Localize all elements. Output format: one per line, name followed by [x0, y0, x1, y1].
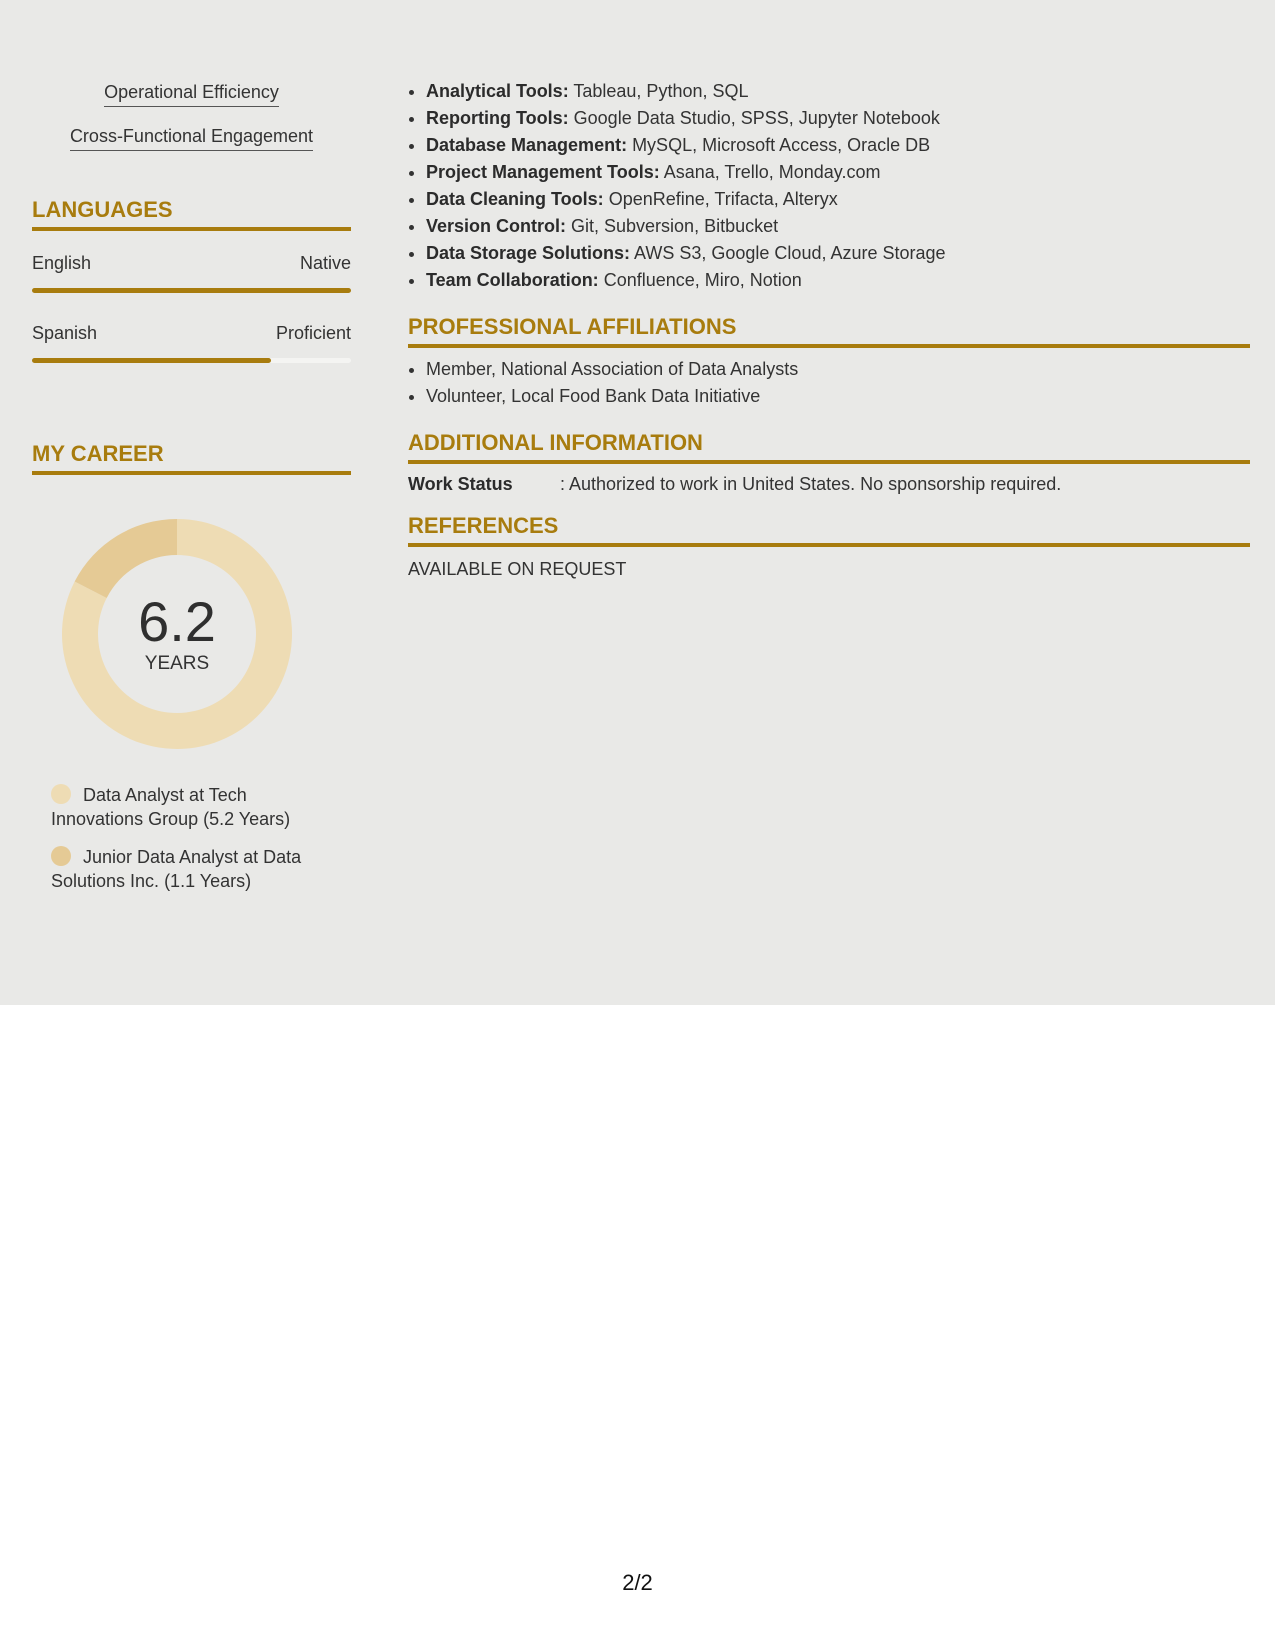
affiliations-list [408, 356, 1250, 410]
references-text: AVAILABLE ON REQUEST [408, 559, 627, 579]
career-legend [51, 783, 336, 893]
career-heading: MY CAREER [32, 441, 351, 475]
affiliations-heading: PROFESSIONAL AFFILIATIONS [408, 314, 1250, 348]
language-level-bar [32, 288, 351, 293]
tools-list [408, 78, 1250, 294]
career-legend-item: Data Analyst at Tech Innovations Group (5.2 Years) [51, 785, 291, 829]
career-total-years: 6.2 [138, 590, 216, 653]
left-column [32, 82, 351, 907]
languages-heading: LANGUAGES [32, 197, 351, 231]
additional-info-heading: ADDITIONAL INFORMATION [408, 430, 1250, 464]
language-english [32, 253, 351, 293]
language-name: Spanish [32, 323, 98, 343]
language-level: Proficient [275, 323, 351, 343]
list-item: • Data Cleaning Tools: OpenRefine, Trifacta, Alteryx [426, 186, 1250, 213]
language-name: English [32, 253, 92, 273]
list-item: • Analytical Tools: Tableau, Python, SQL [426, 78, 1250, 105]
work-status-row [408, 474, 1250, 495]
right-column [408, 78, 1250, 580]
list-item: • Member, National Association of Data Analysts [426, 356, 1250, 383]
list-item: • Project Management Tools: Asana, Trello, Monday.com [426, 159, 1250, 186]
list-item: • Version Control: Git, Subversion, Bitbucket [426, 213, 1250, 240]
page-number: 2/2 [622, 1570, 653, 1595]
language-spanish [32, 323, 351, 363]
list-item: • Reporting Tools: Google Data Studio, SPSS, Jupyter Notebook [426, 105, 1250, 132]
skill-tag: Operational Efficiency [32, 82, 351, 107]
list-item: • Database Management: MySQL, Microsoft Access, Oracle DB [426, 132, 1250, 159]
career-total-unit: YEARS [144, 653, 210, 674]
language-level-fill [32, 358, 271, 363]
language-level-bar [32, 358, 351, 363]
language-level-fill [32, 288, 351, 293]
legend-dot-icon [51, 784, 71, 804]
work-status-value: : Authorized to work in United States. No sponsorship required. [560, 474, 1062, 494]
work-status-label: Work Status [408, 474, 513, 494]
skill-tag: Cross-Functional Engagement [32, 126, 351, 151]
legend-dot-icon [51, 846, 71, 866]
list-item: • Team Collaboration: Confluence, Miro, Notion [426, 267, 1250, 294]
list-item: • Data Storage Solutions: AWS S3, Google Cloud, Azure Storage [426, 240, 1250, 267]
career-donut-chart [62, 519, 292, 749]
list-item: • Volunteer, Local Food Bank Data Initiative [426, 383, 1250, 410]
references-heading: REFERENCES [408, 513, 1250, 547]
career-legend-item: Junior Data Analyst at Data Solutions Inc. (1.1 Years) [51, 847, 302, 891]
language-level: Native [299, 253, 351, 273]
